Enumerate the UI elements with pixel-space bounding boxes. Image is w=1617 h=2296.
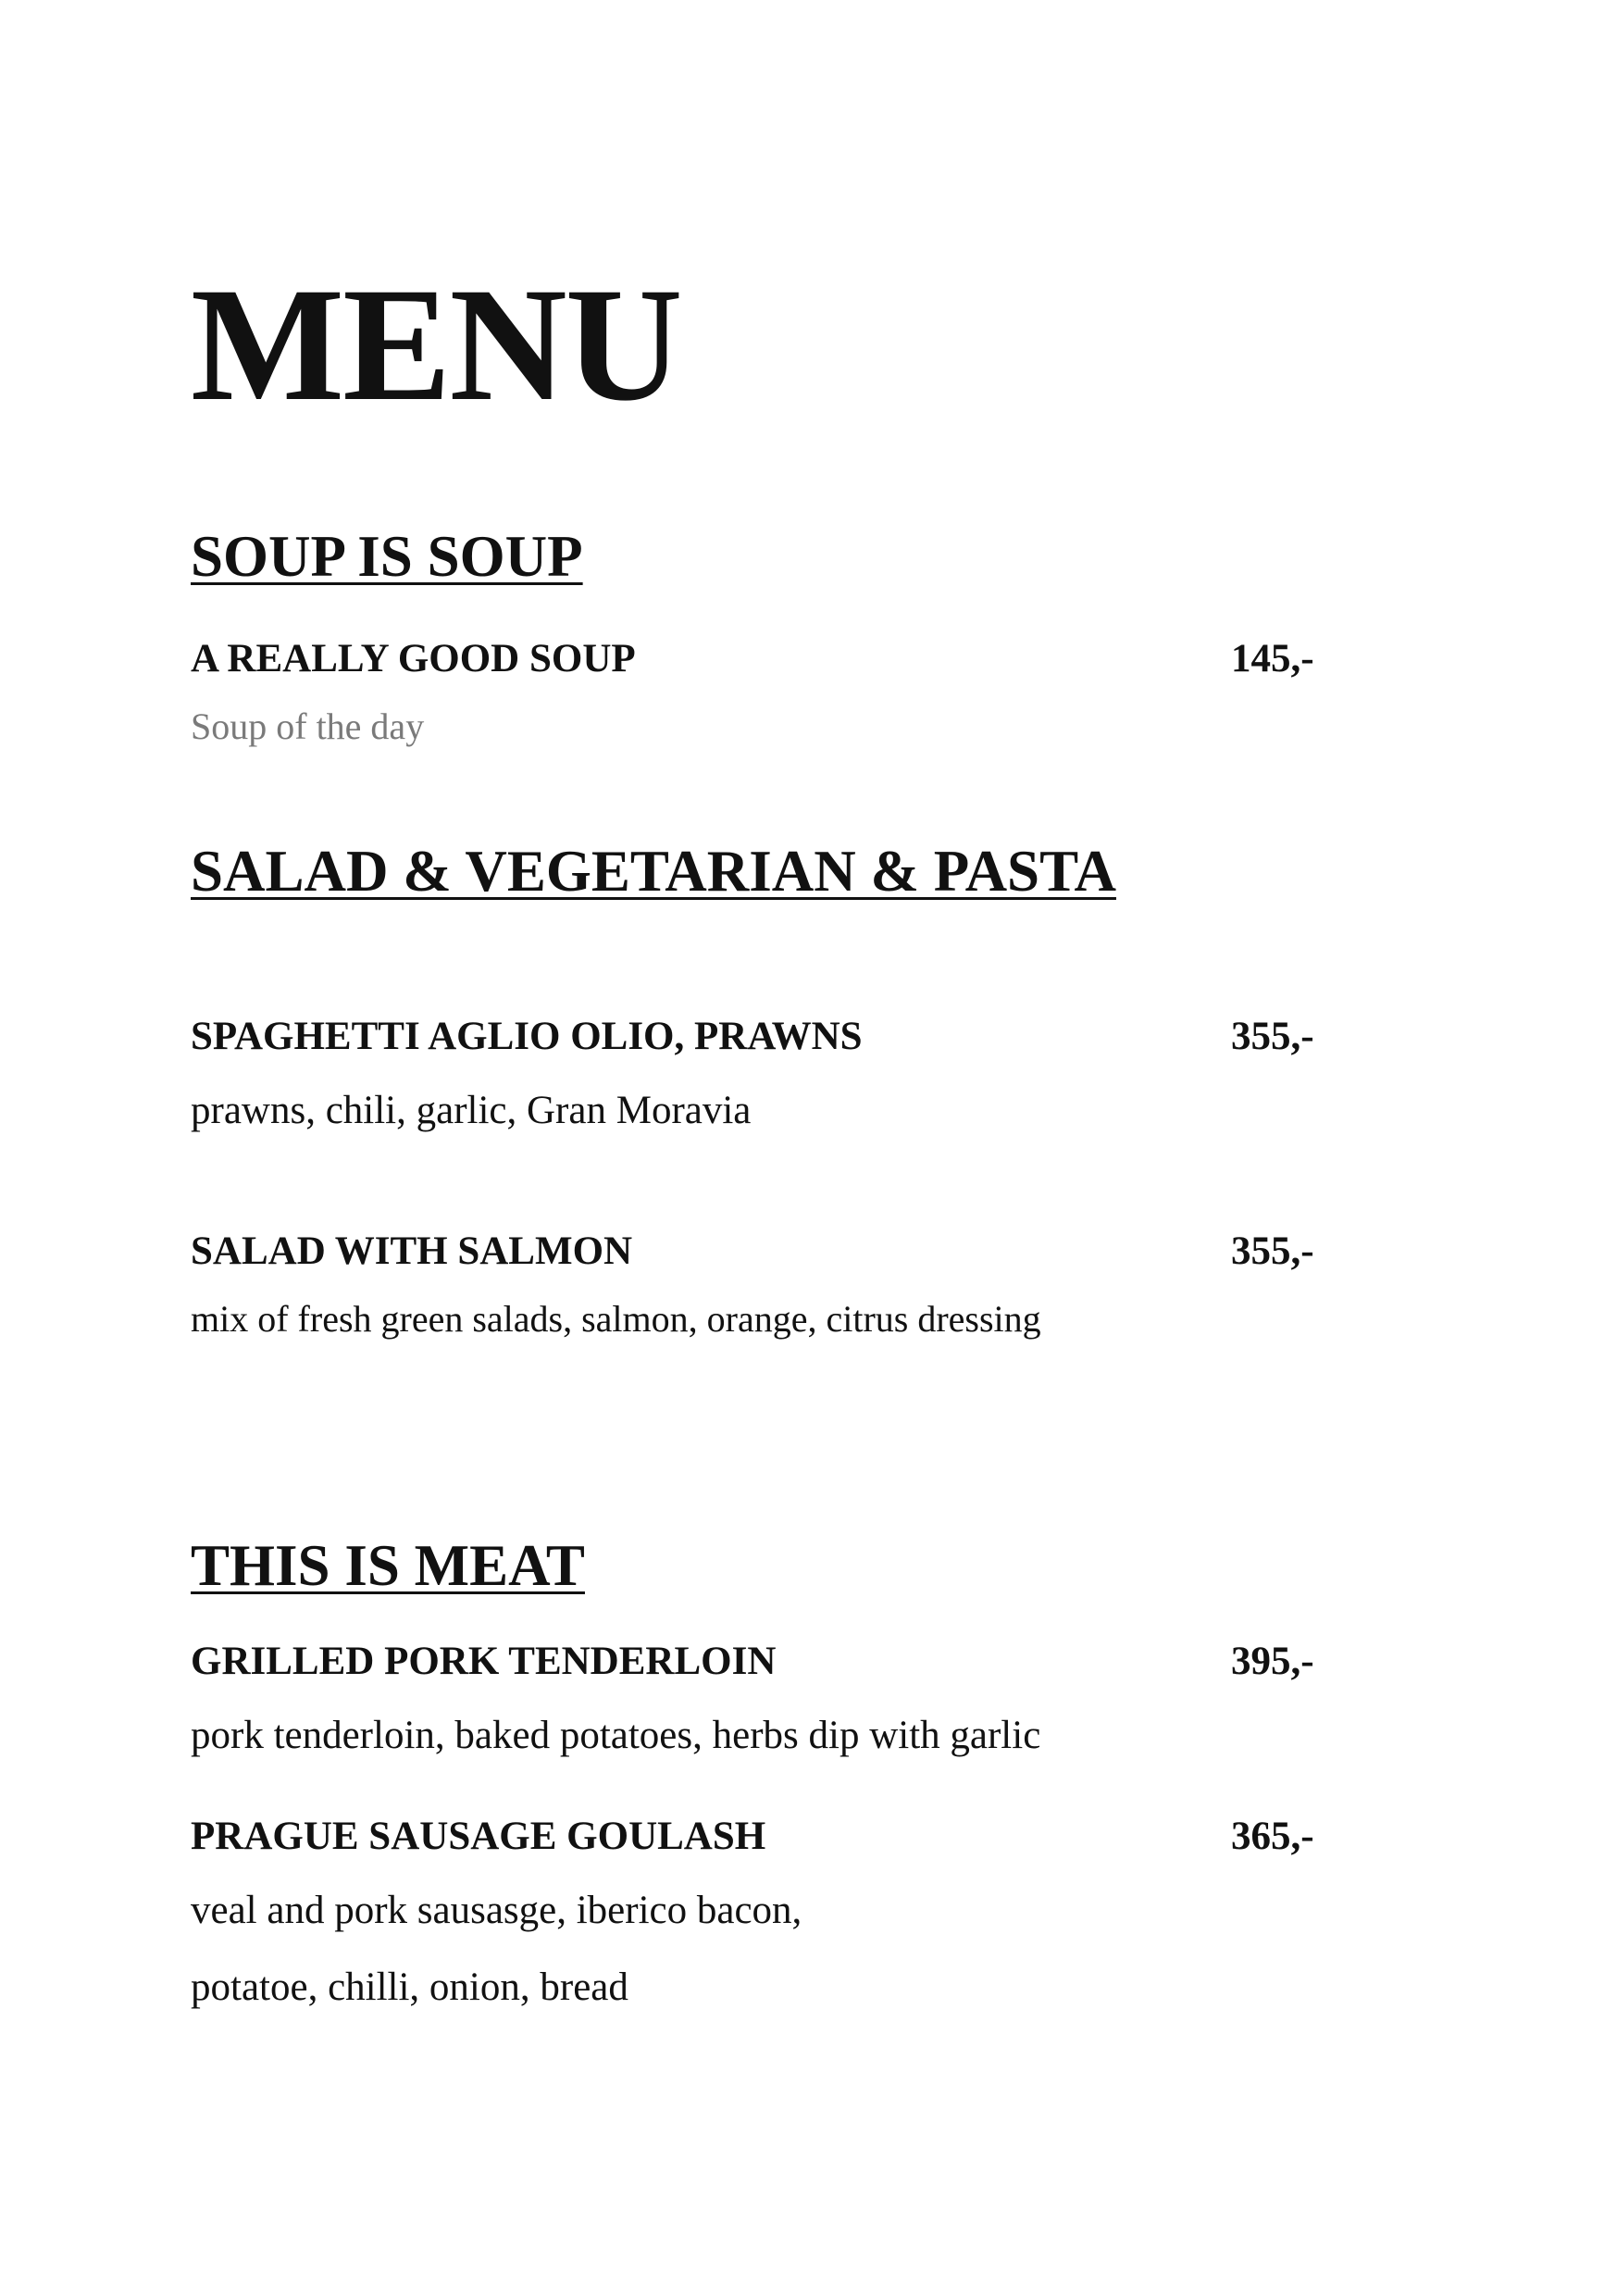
section-heading-salad-vegetarian-pasta: SALAD & VEGETARIAN & PASTA — [191, 839, 1116, 904]
section-heading-soup: SOUP IS SOUP — [191, 524, 583, 589]
menu-item-price: 365,- — [1231, 1815, 1314, 1858]
menu-item-name: GRILLED PORK TENDERLOIN — [191, 1640, 777, 1683]
page-title: MENU — [191, 255, 681, 435]
menu-item-description: veal and pork sausasge, iberico bacon, — [191, 1889, 802, 1932]
menu-item-description: pork tenderloin, baked potatoes, herbs dip with garlic — [191, 1714, 1041, 1757]
menu-item-price: 355,- — [1231, 1229, 1314, 1273]
menu-item-price: 395,- — [1231, 1640, 1314, 1683]
menu-item-name: PRAGUE SAUSAGE GOULASH — [191, 1815, 766, 1858]
menu-item-description: prawns, chili, garlic, Gran Moravia — [191, 1089, 752, 1132]
menu-item-description: mix of fresh green salads, salmon, orange, citrus dressing — [191, 1298, 1041, 1340]
menu-item-description: Soup of the day — [191, 705, 425, 747]
menu-item-price: 355,- — [1231, 1015, 1314, 1058]
menu-item-name: A REALLY GOOD SOUP — [191, 637, 636, 680]
section-heading-meat: THIS IS MEAT — [191, 1533, 585, 1598]
menu-item-price: 145,- — [1231, 637, 1314, 680]
menu-item-name: SALAD WITH SALMON — [191, 1229, 633, 1273]
menu-item-description: potatoe, chilli, onion, bread — [191, 1965, 628, 2009]
menu-item-name: SPAGHETTI AGLIO OLIO, PRAWNS — [191, 1015, 863, 1058]
